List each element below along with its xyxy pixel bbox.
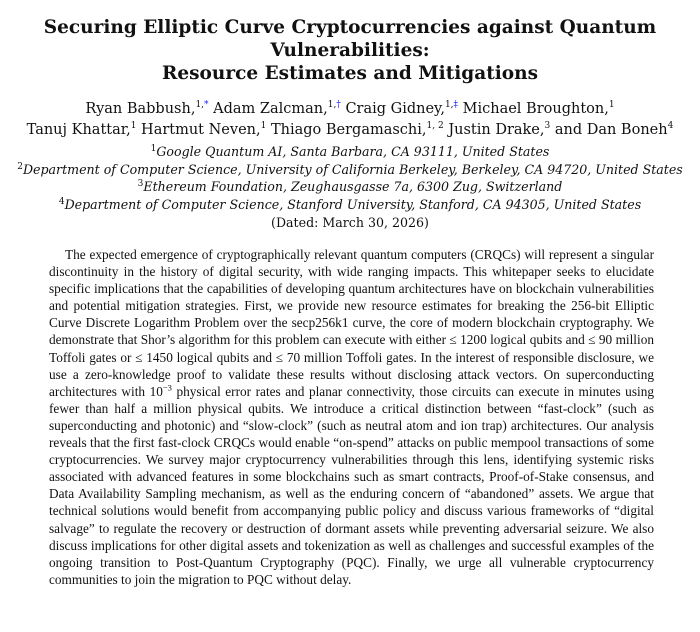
affiliation-text: Google Quantum AI, Santa Barbara, CA 93111, United States	[156, 144, 550, 159]
affiliation-number: 2	[17, 161, 23, 172]
author-name: Adam Zalcman,	[213, 101, 328, 117]
affiliation-list	[14, 143, 686, 213]
affiliation	[14, 178, 686, 196]
affiliation-number: 3	[137, 178, 144, 189]
abstract-text-part-2: physical error rates and planar connectivity, those circuits can execute in minutes using fewer than half a million physical qubits. We introduce a critical distinction between “fast-clock” (such as superconducting and photonic) and “slow-clock” (such as neutral atom and ion trap) architectures. Our analysis reveals that the first fast-clock CRQCs would enable “on-spend” attacks on public mempool transactions of some cryptocurrencies. We survey major cryptocurrency vulnerabilities through this lens, identifying systemic risks associated with advanced features in some blockchains such as smart contracts, Proof-of-Stake consensus, and Data Availability Sampling mechanism, as well as the enduring concern of “abandoned” assets. We argue that technical solutions would benefit from accompanying public policy and discuss various frameworks of “digital salvage” to regulate the recovery or destruction of dormant assets while preventing adversarial seizure. We also discuss implications for other digital assets and tokenization as well as challenges and successful examples of the ongoing transition to Post-Quantum Cryptography (PQC). Finally, we urge all vulnerable cryptocurrency communities to join the migration to PQC without delay.	[49, 383, 654, 587]
author-name: Tanuj Khattar,	[26, 122, 131, 138]
author-affil-sup: 1,	[195, 100, 205, 111]
author-affil-sup: 1	[260, 121, 267, 132]
author-affil-sup: 3	[544, 121, 551, 132]
author-note-mark[interactable]: †	[336, 100, 341, 111]
author-affil-sup: 1	[608, 100, 615, 111]
affiliation	[14, 196, 686, 214]
author-name: Thiago Bergamaschi,	[270, 122, 427, 138]
abstract-text-part-1: The expected emergence of cryptographically relevant quantum computers (CRQCs) will represent a singular discontinuity in the history of digital security, with wide ranging impacts. This whitepaper seeks to elucidate specific implications that the capabilities of developing quantum architectures have on blockchain vulnerabilities and potential mitigation strategies. First, we provide new resource estimates for breaking the 256-bit Elliptic Curve Discrete Logarithm Problem over the secp256k1 curve, the core of modern blockchain cryptography. We demonstrate that Shor’s algorithm for this problem can execute with either ≤ 1200 logical qubits and ≤ 90 million Toffoli gates or ≤ 1450 logical qubits and ≤ 70 million Toffoli gates. In the interest of responsible disclosure, we use a zero-knowledge proof to validate these results without disclosing attack vectors. On superconducting architectures with 10	[49, 247, 654, 399]
author-note-mark[interactable]: *	[204, 100, 209, 111]
affiliation-number: 4	[58, 196, 65, 207]
author-name: Justin Drake,	[448, 122, 545, 138]
author-name: Craig Gidney,	[345, 101, 445, 117]
author-line-2	[14, 120, 686, 141]
author-affil-sup: 4	[667, 121, 674, 132]
author-note-mark[interactable]: ‡	[453, 100, 459, 111]
affiliation-number: 1	[150, 143, 157, 154]
author-affil-sup: 1,	[444, 100, 454, 111]
author-affil-sup: 1,	[327, 100, 337, 111]
author-line-1	[14, 99, 686, 120]
paper-date: (Dated: March 30, 2026)	[271, 215, 429, 230]
author-name: Ryan Babbush,	[85, 101, 196, 117]
author-name: and Dan Boneh	[554, 122, 668, 138]
author-name: Hartmut Neven,	[141, 122, 261, 138]
abstract-paragraph	[49, 246, 654, 588]
abstract-exponent: −3	[162, 382, 172, 393]
author-name: Michael Broughton,	[462, 101, 609, 117]
author-list	[14, 99, 686, 141]
affiliation-text: Department of Computer Science, Stanford University, Stanford, CA 94305, United States	[64, 196, 642, 212]
title-line-2: Resource Estimates and Mitigations	[162, 63, 538, 84]
paper-title	[14, 16, 686, 85]
affiliation-text: Ethereum Foundation, Zeughausgasse 7a, 6300 Zug, Switzerland	[143, 179, 563, 194]
affiliation-text: Department of Computer Science, University of California Berkeley, Berkeley, CA 94720, United States	[22, 161, 683, 177]
title-line-1: Securing Elliptic Curve Cryptocurrencies against Quantum Vulnerabilities:	[43, 17, 657, 61]
affiliation	[14, 143, 686, 161]
author-affil-sup: 1, 2	[426, 121, 444, 132]
author-affil-sup: 1	[130, 121, 137, 132]
affiliation	[14, 161, 686, 179]
